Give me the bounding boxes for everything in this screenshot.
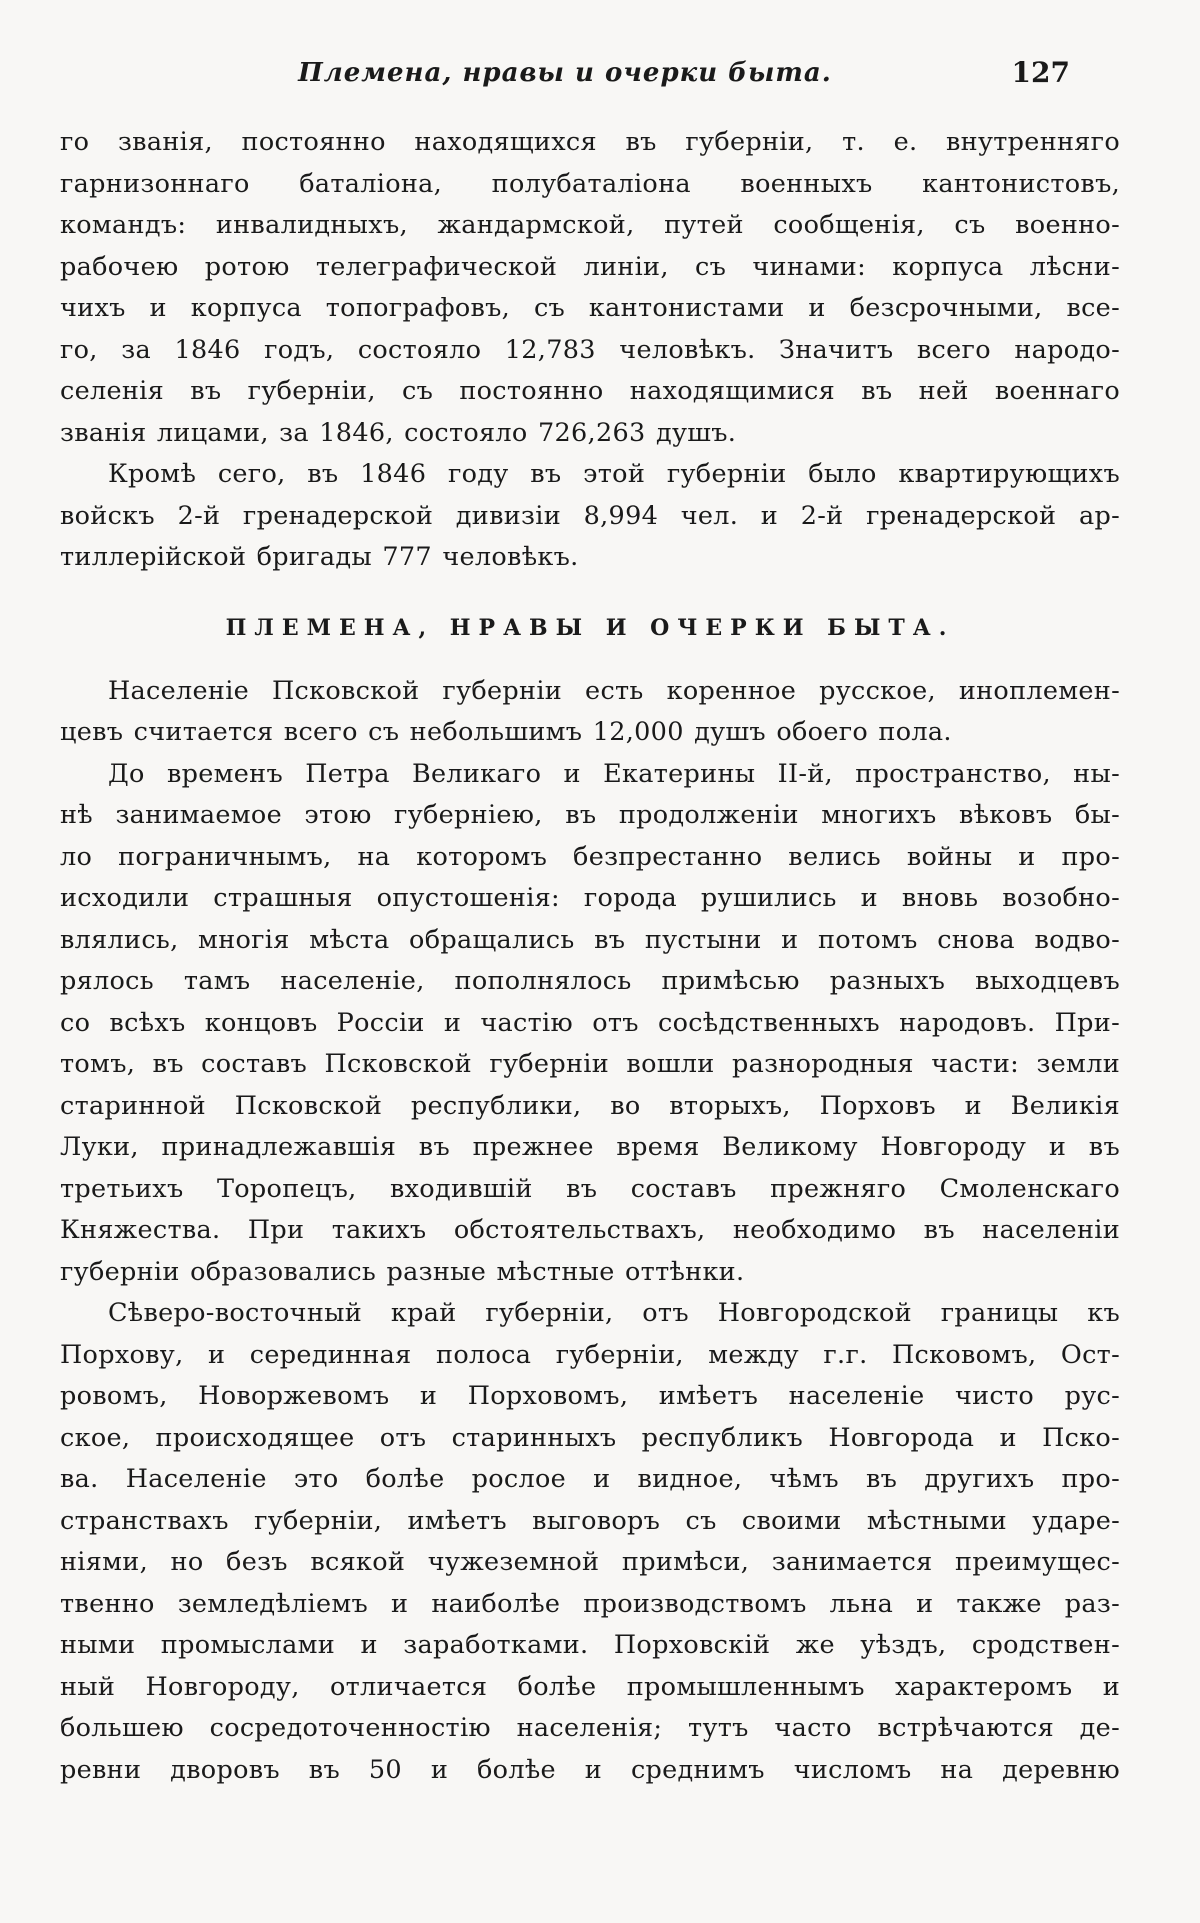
page-number: 127 (1011, 56, 1070, 89)
text-line: рялось тамъ населеніе, пополнялось примѣсью разныхъ выходцевъ (60, 966, 1120, 996)
text-line: третьихъ Торопецъ, входившій въ составъ прежняго Смоленскаго (60, 1173, 1120, 1204)
text-line: ское, происходящее отъ старинныхъ республикъ Новгорода и Пско- (60, 1422, 1120, 1453)
text-line: гарнизоннаго баталіона, полубаталіона военныхъ кантонистовъ, (60, 168, 1120, 199)
text-line: чихъ и корпуса топографовъ, съ кантонистами и безсрочными, все- (60, 293, 1120, 323)
text-line: Луки, принадлежавшія въ прежнее время Великому Новгороду и въ (60, 1132, 1120, 1162)
section-heading: ПЛЕМЕНА, НРАВЫ И ОЧЕРКИ БЫТА. (225, 614, 955, 641)
text-line: большею сосредоточенностію населенія; тутъ часто встрѣчаются де- (60, 1713, 1120, 1743)
paragraph-population-total (60, 122, 1120, 454)
text-line: цевъ считается всего съ небольшимъ 12,000 душъ обоего пола. (60, 717, 952, 747)
text-line: исходили страшныя опустошенія: города рушились и вновь возобно- (60, 883, 1120, 913)
paragraph-population-origin (60, 671, 1120, 754)
text-line: Княжества. При такихъ обстоятельствахъ, необходимо въ населеніи (60, 1215, 1120, 1245)
text-line: ровомъ, Новоржевомъ и Порховомъ, имѣетъ населеніе чисто рус- (60, 1381, 1120, 1411)
text-line: странствахъ губерніи, имѣетъ выговоръ съ своими мѣстными ударе- (60, 1505, 1120, 1536)
text-line: Сѣверо-восточный край губерніи, отъ Новгородской границы къ (108, 1298, 1120, 1328)
text-line: Населеніе Псковской губерніи есть коренное русское, иноплемен- (108, 675, 1120, 706)
running-title: Племена, нравы и очерки быта. (298, 58, 832, 88)
text-line: влялись, многія мѣста обращались въ пустыни и потомъ снова водво- (60, 924, 1120, 955)
text-line: томъ, въ составъ Псковской губерніи вошли разнородныя части: земли (60, 1049, 1120, 1079)
text-line: нѣ занимаемое этою губерніею, въ продолженіи многихъ вѣковъ бы- (60, 800, 1120, 830)
text-line: тиллерійской бригады 777 человѣкъ. (60, 542, 579, 572)
text-line: старинной Псковской республики, во вторыхъ, Порховъ и Великія (60, 1090, 1120, 1121)
text-line: го званія, постоянно находящихся въ губерніи, т. е. внутренняго (60, 127, 1120, 157)
text-line: Порхову, и серединная полоса губерніи, между г.г. Псковомъ, Ост- (60, 1339, 1120, 1370)
text-line: со всѣхъ концовъ Россіи и частію отъ сосѣдственныхъ народовъ. При- (60, 1007, 1120, 1038)
text-line: ло пограничнымъ, на которомъ безпрестанно велись войны и про- (60, 841, 1120, 872)
text-line: губерніи образовались разные мѣстные оттѣнки. (60, 1256, 745, 1287)
text-line: Кромѣ сего, въ 1846 году въ этой губерніи было квартирующихъ (108, 459, 1120, 489)
page-body (60, 122, 1120, 1791)
paragraph-troops (60, 454, 1120, 579)
text-line: селенія въ губерніи, съ постоянно находящимися въ ней военнаго (60, 376, 1120, 406)
running-head (60, 52, 1070, 92)
paragraph-northeast-region (60, 1293, 1120, 1791)
text-line: твенно земледѣліемъ и наиболѣе производствомъ льна и также раз- (60, 1588, 1120, 1619)
text-line: ревни дворовъ въ 50 и болѣе и среднимъ числомъ на деревню (60, 1754, 1120, 1785)
text-line: ными промыслами и заработками. Порховскій же уѣздъ, сродствен- (60, 1630, 1120, 1660)
paragraph-history (60, 754, 1120, 1294)
text-line: ный Новгороду, отличается болѣе промышленнымъ характеромъ и (60, 1671, 1120, 1702)
text-line: ніями, но безъ всякой чужеземной примѣси, занимается преимущес- (60, 1547, 1120, 1577)
text-line: званія лицами, за 1846, состояло 726,263 душъ. (60, 417, 737, 448)
text-line: рабочею ротою телеграфической линіи, съ чинами: корпуса лѣсни- (60, 251, 1120, 282)
text-line: До временъ Петра Великаго и Екатерины II-й, пространство, ны- (108, 758, 1120, 789)
text-line: го, за 1846 годъ, состояло 12,783 человѣкъ. Значитъ всего народо- (60, 334, 1120, 365)
text-line: командъ: инвалидныхъ, жандармской, путей сообщенія, съ военно- (60, 210, 1120, 240)
text-line: ва. Населеніе это болѣе рослое и видное, чѣмъ въ другихъ про- (60, 1464, 1120, 1494)
text-line: войскъ 2-й гренадерской дивизіи 8,994 чел. и 2-й гренадерской ар- (60, 500, 1120, 531)
